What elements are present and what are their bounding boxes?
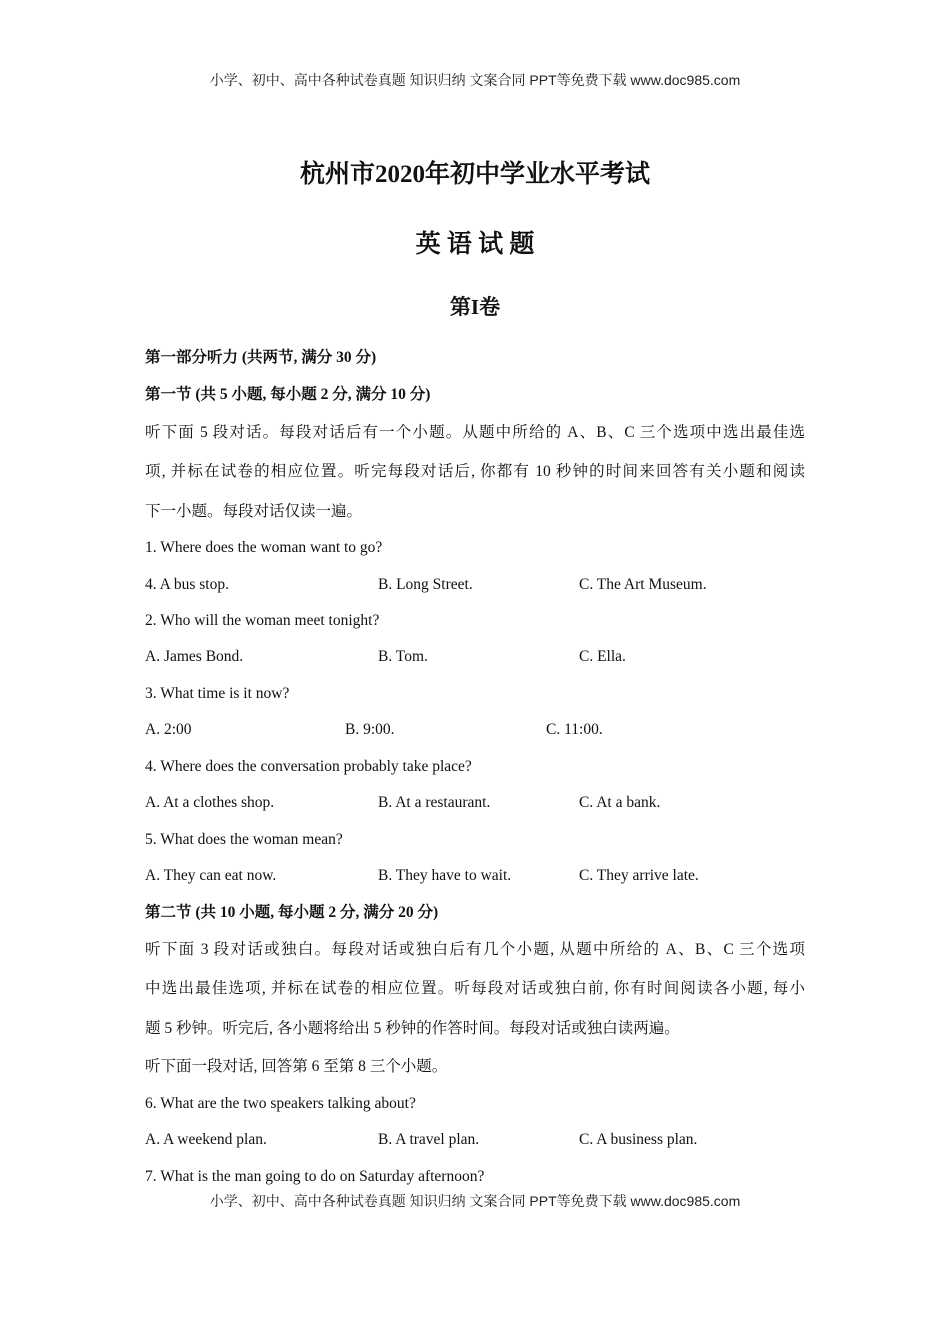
question-1: 1. Where does the woman want to go? — [145, 539, 383, 556]
part1-heading: 第一部分听力 (共两节, 满分 30 分) — [145, 349, 377, 366]
exam-title: 杭州市2020年初中学业水平考试 — [299, 161, 650, 188]
option-b: B. At a restaurant. — [378, 794, 491, 811]
option-a: 4. A bus stop. — [145, 576, 229, 593]
section2-instructions-line: 听下面 3 段对话或独白。每段对话或独白后有几个小题, 从题中所给的 A、B、C 三个选项 — [145, 941, 805, 958]
option-b: B. 9:00. — [345, 721, 395, 738]
footer-watermark: 小学、初中、高中各种试卷真题 知识归纳 文案合同 PPT等免费下载 www.doc985.com — [209, 1193, 741, 1209]
option-c: C. Ella. — [579, 648, 626, 665]
section1-heading: 第一节 (共 5 小题, 每小题 2 分, 满分 10 分) — [145, 386, 431, 403]
option-a: A. At a clothes shop. — [145, 794, 275, 811]
option-a: A. They can eat now. — [145, 867, 277, 884]
volume-label: 第I卷 — [449, 295, 501, 319]
question-7: 7. What is the man going to do on Saturday afternoon? — [145, 1168, 485, 1185]
section2-sub-instruction: 听下面一段对话, 回答第 6 至第 8 三个小题。 — [145, 1058, 448, 1075]
option-a: A. A weekend plan. — [145, 1131, 267, 1148]
section1-instructions-line: 听下面 5 段对话。每段对话后有一个小题。从题中所给的 A、B、C 三个选项中选出最佳选 — [145, 424, 805, 441]
section2-instructions-line: 中选出最佳选项, 并标在试卷的相应位置。听每段对话或独白前, 你有时间阅读各小题, 每小 — [145, 980, 805, 997]
option-a: A. 2:00 — [145, 721, 192, 738]
question-5: 5. What does the woman mean? — [145, 831, 343, 848]
question-2: 2. Who will the woman meet tonight? — [145, 612, 380, 629]
header-watermark: 小学、初中、高中各种试卷真题 知识归纳 文案合同 PPT等免费下载 www.doc985.com — [209, 72, 741, 88]
option-c: C. At a bank. — [579, 794, 661, 811]
question-4: 4. Where does the conversation probably take place? — [145, 758, 472, 775]
section2-instructions-line: 题 5 秒钟。听完后, 各小题将给出 5 秒钟的作答时间。每段对话或独白读两遍。 — [145, 1020, 680, 1037]
option-c: C. They arrive late. — [579, 867, 699, 884]
section2-heading: 第二节 (共 10 小题, 每小题 2 分, 满分 20 分) — [145, 904, 439, 921]
option-c: C. A business plan. — [579, 1131, 698, 1148]
section1-instructions-line: 下一小题。每段对话仅读一遍。 — [145, 503, 363, 520]
question-6: 6. What are the two speakers talking about? — [145, 1095, 416, 1112]
option-b: B. Long Street. — [378, 576, 473, 593]
question-3: 3. What time is it now? — [145, 685, 290, 702]
option-b: B. Tom. — [378, 648, 428, 665]
section1-instructions-line: 项, 并标在试卷的相应位置。听完每段对话后, 你都有 10 秒钟的时间来回答有关小题和阅读 — [145, 463, 805, 480]
option-c: C. 11:00. — [546, 721, 603, 738]
option-c: C. The Art Museum. — [579, 576, 707, 593]
exam-subtitle: 英 语 试 题 — [415, 231, 535, 258]
option-a: A. James Bond. — [145, 648, 244, 665]
option-b: B. They have to wait. — [378, 867, 512, 884]
option-b: B. A travel plan. — [378, 1131, 480, 1148]
